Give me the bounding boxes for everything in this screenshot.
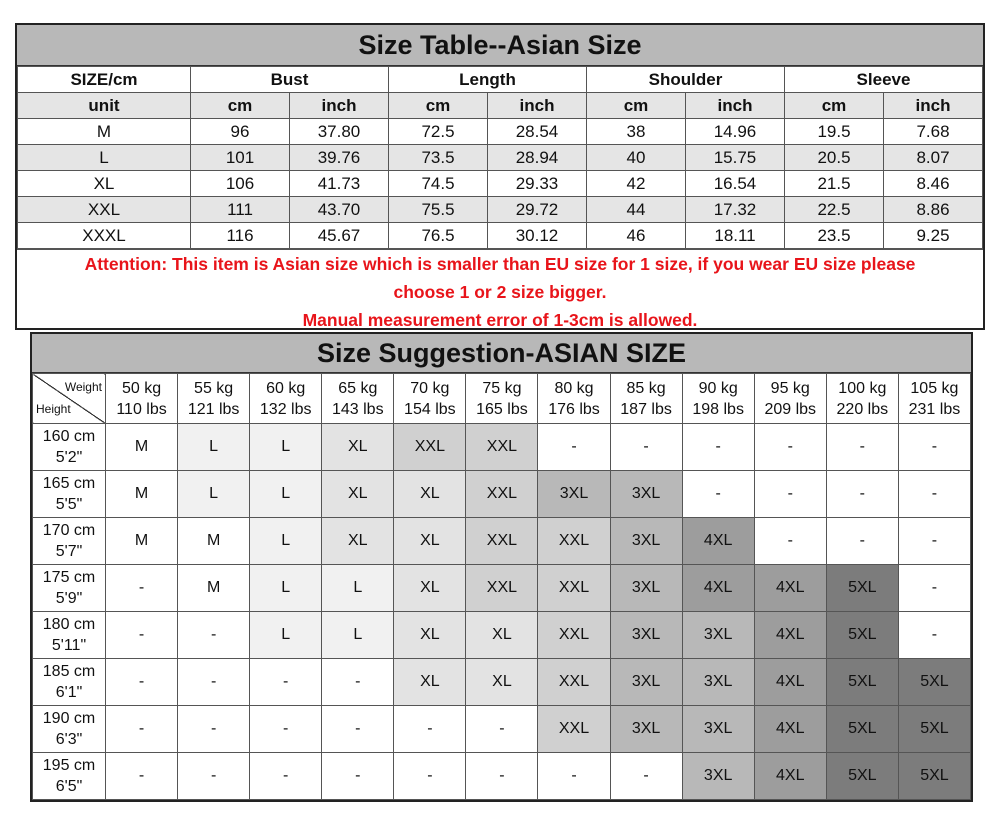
- size-cell: -: [682, 471, 754, 518]
- header-cell: Length: [389, 67, 587, 93]
- table-cell: 29.33: [488, 171, 587, 197]
- weight-lbs: 121 lbs: [187, 400, 240, 418]
- weight-lbs: 165 lbs: [476, 400, 528, 418]
- table-cell: L: [18, 145, 191, 171]
- size-cell: XXL: [538, 518, 610, 565]
- size-cell: -: [106, 612, 178, 659]
- size-cell: -: [898, 424, 970, 471]
- table-cell: 106: [191, 171, 290, 197]
- size-cell: L: [250, 424, 322, 471]
- size-cell: 3XL: [682, 612, 754, 659]
- size-cell: M: [178, 565, 250, 612]
- table-cell: 41.73: [290, 171, 389, 197]
- table-cell: 37.80: [290, 119, 389, 145]
- size-cell: -: [754, 424, 826, 471]
- table-row: [33, 659, 971, 706]
- weight-header-cell: [754, 374, 826, 424]
- unit-cell: unit: [18, 93, 191, 119]
- table-row: [33, 424, 971, 471]
- size-cell: XL: [394, 471, 466, 518]
- size-suggestion-grid: [32, 373, 971, 800]
- table-cell: 9.25: [884, 223, 983, 249]
- size-cell: -: [826, 518, 898, 565]
- size-cell: L: [178, 471, 250, 518]
- height-header-cell: [33, 612, 106, 659]
- size-cell: -: [394, 706, 466, 753]
- weight-lbs: 143 lbs: [331, 400, 384, 418]
- size-cell: M: [106, 471, 178, 518]
- size-cell: -: [538, 753, 610, 800]
- height-cm: 170 cm: [42, 522, 96, 539]
- attention-note-line: Manual measurement error of 1-3cm is allowed.: [302, 310, 698, 330]
- height-ft: 6'5": [55, 778, 83, 795]
- unit-cell: cm: [389, 93, 488, 119]
- size-table-title: Size Table--Asian Size: [17, 25, 983, 66]
- table-row: [33, 565, 971, 612]
- height-header-cell: [33, 706, 106, 753]
- size-cell: XL: [466, 612, 538, 659]
- size-cell: 5XL: [898, 659, 970, 706]
- height-header-cell: [33, 753, 106, 800]
- height-ft: 6'3": [55, 731, 83, 748]
- weight-lbs: 220 lbs: [836, 400, 889, 418]
- weight-lbs: 154 lbs: [404, 400, 456, 418]
- height-cm: 185 cm: [42, 663, 96, 680]
- size-cell: 3XL: [682, 659, 754, 706]
- height-ft: 5'9": [55, 590, 83, 607]
- table-cell: 101: [191, 145, 290, 171]
- size-cell: M: [178, 518, 250, 565]
- size-cell: L: [250, 471, 322, 518]
- table-cell: 28.54: [488, 119, 587, 145]
- size-cell: XXL: [538, 565, 610, 612]
- size-cell: 3XL: [682, 753, 754, 800]
- corner-weight-label: Weight: [64, 380, 102, 394]
- table-row: [33, 518, 971, 565]
- size-cell: 3XL: [538, 471, 610, 518]
- weight-kg: 50 kg: [121, 379, 162, 397]
- size-table-header-row: [18, 67, 983, 93]
- weight-header-cell: [250, 374, 322, 424]
- size-cell: 4XL: [754, 753, 826, 800]
- height-header-cell: [33, 565, 106, 612]
- size-cell: XXL: [466, 565, 538, 612]
- table-row: [18, 197, 983, 223]
- table-cell: 8.46: [884, 171, 983, 197]
- weight-kg: 80 kg: [554, 379, 594, 397]
- size-cell: 3XL: [610, 565, 682, 612]
- weight-header-cell: [538, 374, 610, 424]
- height-ft: 5'5": [55, 496, 83, 513]
- size-cell: -: [106, 706, 178, 753]
- table-row: [18, 171, 983, 197]
- size-cell: -: [898, 471, 970, 518]
- corner-height-label: Height: [36, 402, 71, 416]
- weight-header-row: [33, 374, 971, 424]
- table-cell: 96: [191, 119, 290, 145]
- size-cell: -: [106, 659, 178, 706]
- table-cell: 23.5: [785, 223, 884, 249]
- size-cell: -: [250, 706, 322, 753]
- size-cell: -: [178, 659, 250, 706]
- size-cell: -: [250, 753, 322, 800]
- weight-kg: 90 kg: [698, 379, 738, 397]
- height-ft: 5'7": [55, 543, 83, 560]
- size-cell: -: [106, 753, 178, 800]
- header-cell: Shoulder: [587, 67, 785, 93]
- table-row: [33, 753, 971, 800]
- weight-header-cell: [322, 374, 394, 424]
- height-cm: 190 cm: [42, 710, 96, 727]
- header-cell: SIZE/cm: [18, 67, 191, 93]
- size-cell: -: [106, 565, 178, 612]
- size-cell: -: [898, 612, 970, 659]
- height-ft: 5'2": [55, 449, 83, 466]
- weight-kg: 75 kg: [482, 379, 522, 397]
- table-cell: 43.70: [290, 197, 389, 223]
- table-row: [33, 471, 971, 518]
- table-cell: 28.94: [488, 145, 587, 171]
- weight-lbs: 187 lbs: [620, 400, 672, 418]
- size-cell: -: [466, 706, 538, 753]
- size-cell: L: [322, 612, 394, 659]
- height-cm: 180 cm: [42, 616, 96, 633]
- size-cell: 4XL: [754, 612, 826, 659]
- table-cell: 8.86: [884, 197, 983, 223]
- unit-cell: inch: [290, 93, 389, 119]
- size-cell: 5XL: [898, 706, 970, 753]
- size-cell: XXL: [466, 471, 538, 518]
- size-cell: L: [178, 424, 250, 471]
- weight-lbs: 176 lbs: [548, 400, 600, 418]
- unit-cell: inch: [884, 93, 983, 119]
- size-cell: -: [826, 471, 898, 518]
- size-cell: XL: [322, 518, 394, 565]
- size-table-grid: [17, 66, 983, 249]
- size-cell: 5XL: [826, 565, 898, 612]
- size-suggestion-table: [30, 332, 973, 802]
- unit-cell: inch: [686, 93, 785, 119]
- table-row: [18, 223, 983, 249]
- size-cell: XL: [394, 659, 466, 706]
- table-cell: 116: [191, 223, 290, 249]
- size-cell: XL: [322, 471, 394, 518]
- size-cell: L: [322, 565, 394, 612]
- size-cell: XXL: [538, 706, 610, 753]
- size-cell: 3XL: [682, 706, 754, 753]
- table-cell: 20.5: [785, 145, 884, 171]
- height-cm: 175 cm: [42, 569, 96, 586]
- size-cell: -: [178, 612, 250, 659]
- size-cell: L: [250, 612, 322, 659]
- size-table: [15, 23, 985, 330]
- weight-kg: 60 kg: [266, 379, 306, 397]
- height-cm: 160 cm: [42, 428, 96, 445]
- size-cell: 4XL: [682, 518, 754, 565]
- table-cell: 72.5: [389, 119, 488, 145]
- height-cm: 195 cm: [42, 757, 96, 774]
- table-cell: 15.75: [686, 145, 785, 171]
- size-cell: XXL: [538, 659, 610, 706]
- height-header-cell: [33, 518, 106, 565]
- size-cell: -: [322, 659, 394, 706]
- weight-lbs: 132 lbs: [259, 400, 312, 418]
- table-cell: 75.5: [389, 197, 488, 223]
- weight-header-cell: [826, 374, 898, 424]
- table-cell: 29.72: [488, 197, 587, 223]
- size-cell: L: [250, 518, 322, 565]
- size-suggestion-title: Size Suggestion-ASIAN SIZE: [32, 334, 971, 373]
- table-cell: 44: [587, 197, 686, 223]
- size-cell: 4XL: [754, 706, 826, 753]
- weight-kg: 95 kg: [770, 379, 810, 397]
- size-cell: 5XL: [826, 753, 898, 800]
- size-cell: -: [538, 424, 610, 471]
- size-cell: XXL: [538, 612, 610, 659]
- table-cell: 39.76: [290, 145, 389, 171]
- header-cell: Sleeve: [785, 67, 983, 93]
- table-cell: 7.68: [884, 119, 983, 145]
- size-cell: -: [394, 753, 466, 800]
- height-ft: 5'11": [51, 637, 87, 654]
- weight-lbs: 231 lbs: [908, 400, 961, 418]
- height-cm: 165 cm: [42, 475, 96, 492]
- size-cell: XXL: [466, 424, 538, 471]
- table-cell: 45.67: [290, 223, 389, 249]
- weight-header-cell: [106, 374, 178, 424]
- table-cell: 17.32: [686, 197, 785, 223]
- weight-lbs: 110 lbs: [116, 400, 167, 418]
- table-cell: 111: [191, 197, 290, 223]
- size-cell: XL: [322, 424, 394, 471]
- size-cell: -: [754, 471, 826, 518]
- weight-kg: 105 kg: [910, 379, 959, 397]
- size-cell: 3XL: [610, 518, 682, 565]
- attention-note: [17, 249, 983, 334]
- size-cell: 3XL: [610, 612, 682, 659]
- size-cell: -: [178, 753, 250, 800]
- table-row: [33, 612, 971, 659]
- weight-header-cell: [178, 374, 250, 424]
- size-cell: 3XL: [610, 706, 682, 753]
- table-cell: XXXL: [18, 223, 191, 249]
- size-cell: -: [754, 518, 826, 565]
- table-row: [18, 119, 983, 145]
- size-cell: -: [898, 565, 970, 612]
- size-cell: -: [610, 753, 682, 800]
- size-cell: -: [466, 753, 538, 800]
- height-header-cell: [33, 659, 106, 706]
- height-ft: 6'1": [55, 684, 83, 701]
- height-header-cell: [33, 471, 106, 518]
- size-cell: -: [682, 424, 754, 471]
- size-cell: 5XL: [826, 659, 898, 706]
- table-cell: XL: [18, 171, 191, 197]
- weight-lbs: 198 lbs: [692, 400, 744, 418]
- weight-kg: 85 kg: [626, 379, 666, 397]
- size-cell: 5XL: [826, 612, 898, 659]
- size-cell: XXL: [466, 518, 538, 565]
- weight-header-cell: [610, 374, 682, 424]
- attention-note-line: choose 1 or 2 size bigger.: [393, 282, 607, 302]
- header-cell: Bust: [191, 67, 389, 93]
- table-cell: 19.5: [785, 119, 884, 145]
- unit-cell: inch: [488, 93, 587, 119]
- weight-header-cell: [682, 374, 754, 424]
- attention-note-line: Attention: This item is Asian size which is smaller than EU size for 1 size, if you wear EU size please: [84, 254, 916, 274]
- size-cell: XL: [394, 565, 466, 612]
- weight-kg: 100 kg: [838, 379, 887, 397]
- corner-cell: [33, 374, 106, 424]
- weight-header-cell: [898, 374, 970, 424]
- table-cell: 46: [587, 223, 686, 249]
- table-cell: 16.54: [686, 171, 785, 197]
- table-cell: 38: [587, 119, 686, 145]
- size-cell: XL: [466, 659, 538, 706]
- size-cell: L: [250, 565, 322, 612]
- table-cell: 42: [587, 171, 686, 197]
- size-cell: 4XL: [754, 565, 826, 612]
- size-cell: -: [826, 424, 898, 471]
- table-cell: 30.12: [488, 223, 587, 249]
- table-cell: 73.5: [389, 145, 488, 171]
- size-cell: -: [178, 706, 250, 753]
- table-cell: 74.5: [389, 171, 488, 197]
- table-cell: 22.5: [785, 197, 884, 223]
- weight-kg: 55 kg: [194, 379, 234, 397]
- size-cell: XXL: [394, 424, 466, 471]
- size-cell: -: [610, 424, 682, 471]
- weight-lbs: 209 lbs: [764, 400, 817, 418]
- table-cell: 76.5: [389, 223, 488, 249]
- size-cell: -: [322, 753, 394, 800]
- table-row: [33, 706, 971, 753]
- size-cell: 4XL: [682, 565, 754, 612]
- weight-kg: 65 kg: [338, 379, 378, 397]
- unit-cell: cm: [587, 93, 686, 119]
- size-cell: M: [106, 518, 178, 565]
- size-cell: 3XL: [610, 659, 682, 706]
- size-cell: -: [322, 706, 394, 753]
- table-row: [18, 145, 983, 171]
- unit-cell: cm: [785, 93, 884, 119]
- table-cell: 18.11: [686, 223, 785, 249]
- unit-cell: cm: [191, 93, 290, 119]
- table-cell: XXL: [18, 197, 191, 223]
- size-cell: 4XL: [754, 659, 826, 706]
- weight-header-cell: [394, 374, 466, 424]
- height-header-cell: [33, 424, 106, 471]
- table-cell: 21.5: [785, 171, 884, 197]
- table-cell: 40: [587, 145, 686, 171]
- table-cell: M: [18, 119, 191, 145]
- size-cell: M: [106, 424, 178, 471]
- size-table-unit-row: [18, 93, 983, 119]
- weight-header-cell: [466, 374, 538, 424]
- size-cell: -: [898, 518, 970, 565]
- table-cell: 14.96: [686, 119, 785, 145]
- size-cell: XL: [394, 612, 466, 659]
- size-cell: 5XL: [826, 706, 898, 753]
- weight-kg: 70 kg: [410, 379, 450, 397]
- size-cell: -: [250, 659, 322, 706]
- size-cell: 3XL: [610, 471, 682, 518]
- size-cell: 5XL: [898, 753, 970, 800]
- size-cell: XL: [394, 518, 466, 565]
- table-cell: 8.07: [884, 145, 983, 171]
